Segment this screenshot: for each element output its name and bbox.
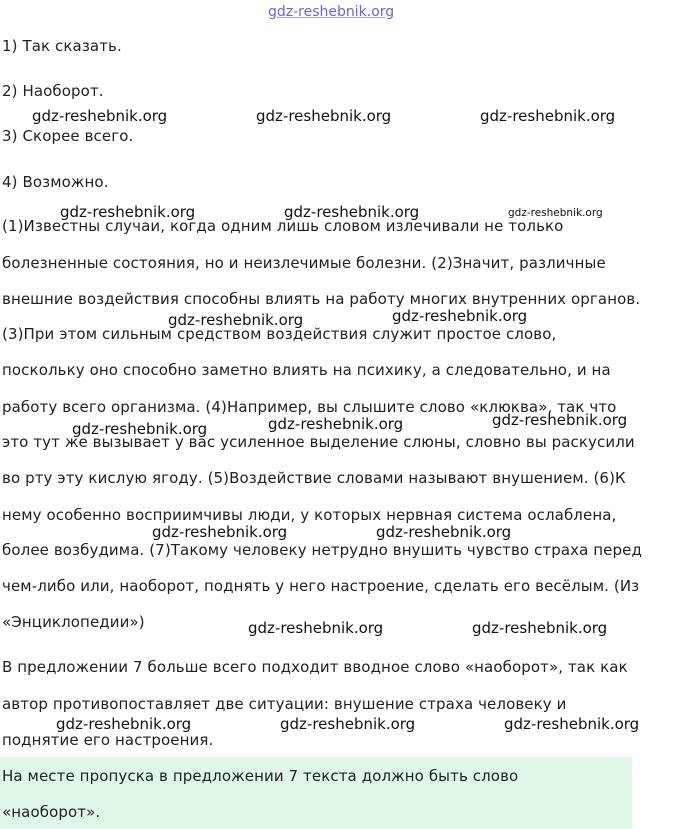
- watermark: gdz-reshebnik.org: [268, 415, 404, 433]
- text-line: нему особенно восприимчивы люди, у которых нервная система ослаблена,: [2, 506, 617, 524]
- watermark: gdz-reshebnik.org: [504, 715, 640, 733]
- watermark: gdz-reshebnik.org: [284, 203, 420, 221]
- text-line: болезненные состояния, но и неизлечимые болезни. (2)Значит, различные: [2, 254, 606, 272]
- watermark: gdz-reshebnik.org: [256, 107, 392, 125]
- answer-box: [0, 757, 632, 829]
- watermark: gdz-reshebnik.org: [280, 715, 416, 733]
- site-header-watermark[interactable]: gdz-reshebnik.org: [268, 4, 395, 20]
- watermark: gdz-reshebnik.org: [472, 619, 608, 637]
- text-line: (1)Известны случаи, когда одним лишь словом излечивали не только: [2, 217, 564, 235]
- watermark: gdz-reshebnik.org: [376, 523, 512, 541]
- text-line: во рту эту кислую ягоду. (5)Воздействие словами называют внушением. (6)К: [2, 469, 626, 487]
- answer-line: На месте пропуска в предложении 7 текста должно быть слово: [2, 767, 519, 785]
- watermark: gdz-reshebnik.org: [248, 619, 384, 637]
- watermark: gdz-reshebnik.org: [72, 420, 208, 438]
- watermark: gdz-reshebnik.org: [480, 107, 616, 125]
- explanation-line: поднятие его настроения.: [2, 731, 214, 749]
- option-2: 2) Наоборот.: [2, 82, 104, 100]
- option-1: 1) Так сказать.: [2, 37, 122, 55]
- watermark: gdz-reshebnik.org: [392, 307, 528, 325]
- option-4: 4) Возможно.: [2, 173, 109, 191]
- explanation-line: автор противопоставляет две ситуации: внушение страха человеку и: [2, 695, 567, 713]
- watermark: gdz-reshebnik.org: [152, 523, 288, 541]
- text-line: поскольку оно способно заметно влиять на психику, а следовательно, и на: [2, 361, 611, 379]
- text-line: (3)При этом сильным средством воздействия служит простое слово,: [2, 325, 557, 343]
- option-3: 3) Скорее всего.: [2, 127, 134, 145]
- watermark: gdz-reshebnik.org: [32, 107, 168, 125]
- text-line: чем-либо или, наоборот, поднять у него настроение, сделать его весёлым. (Из: [2, 577, 640, 595]
- text-line: работу всего организма. (4)Например, вы слышите слово «клюква», так что: [2, 398, 617, 416]
- watermark: gdz-reshebnik.org: [168, 311, 304, 329]
- answer-line: «наоборот».: [2, 803, 101, 821]
- text-line: это тут же вызывает у вас усиленное выделение слюны, словно вы раскусили: [2, 433, 635, 451]
- watermark: gdz-reshebnik.org: [56, 715, 192, 733]
- text-line: внешние воздействия способны влиять на работу многих внутренних органов.: [2, 290, 641, 308]
- text-line: «Энциклопедии»): [2, 613, 145, 631]
- explanation-line: В предложении 7 больше всего подходит вводное слово «наоборот», так как: [2, 658, 628, 676]
- watermark: gdz-reshebnik.org: [492, 411, 628, 429]
- watermark: gdz-reshebnik.org: [60, 203, 196, 221]
- watermark: gdz-reshebnik.org: [508, 207, 603, 219]
- text-line: более возбудима. (7)Такому человеку нетрудно внушить чувство страха перед: [2, 541, 642, 559]
